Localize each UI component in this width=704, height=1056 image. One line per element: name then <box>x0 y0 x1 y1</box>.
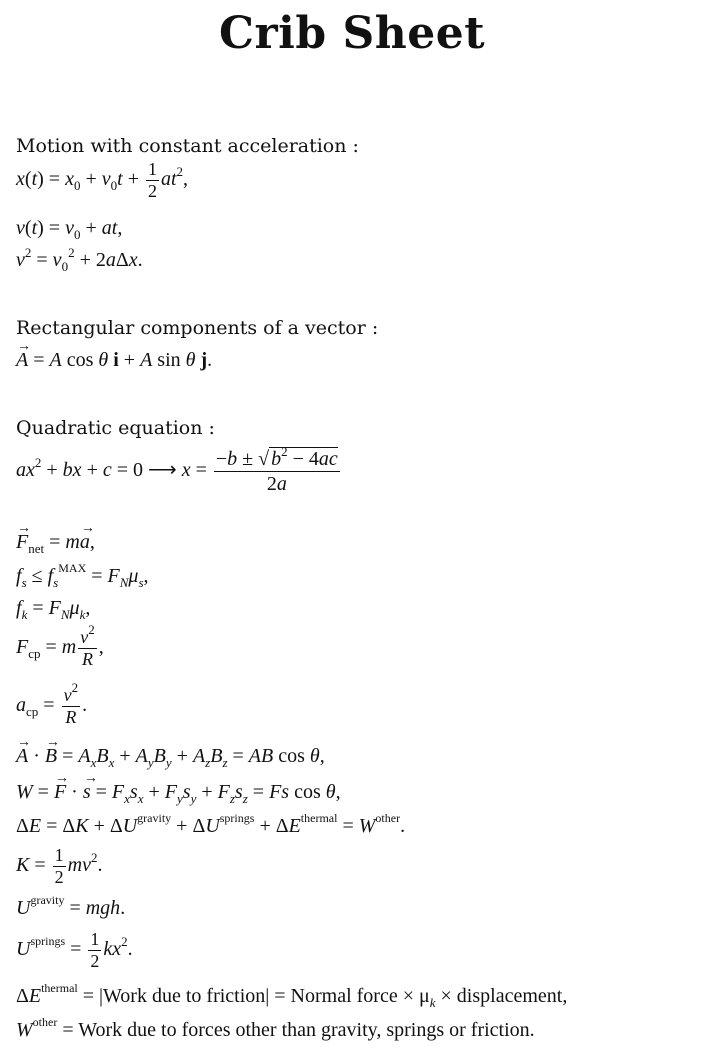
vector-heading: Rectangular components of a vector : <box>16 317 379 339</box>
other-note: = Work due to forces other than gravity, springs or friction. <box>62 1019 535 1041</box>
equation-kinetic-energy: K = $\frac{1}{2}$ $mv^2$. <box>16 845 103 887</box>
equation-centripetal-force: $F_{cp} = m$ $\frac{v^2}{R}$ , <box>16 622 104 669</box>
superscript-gravity: gravity <box>137 811 172 825</box>
equation-dot-product: → A · → $B = A_xB_x + A_yB_y + A_zB_z$ = AB cos θ, <box>16 744 325 768</box>
equation-other-work: $W^{other}$ = Work due to forces other than gravity, springs or friction. <box>16 1015 535 1041</box>
equation-thermal-energy: $\Delta E^{thermal}$ = |Work due to friction| = Normal force × $\mu_k$ × displacement, <box>16 981 568 1010</box>
superscript-gravity-2: gravity <box>30 893 65 907</box>
equation-position: $x(t) = x_0 + v_0t$ + $\frac{1}{2}$ $at^2$, <box>16 159 189 201</box>
equation-static-friction: $f_s \le f_s^{MAX} = F_N\mu_s$, <box>16 561 149 590</box>
quadratic-heading: Quadratic equation : <box>16 417 215 439</box>
subscript-cp-accel: cp <box>26 704 39 720</box>
equation-kinetic-friction: $f_k = F_N\mu_k$, <box>16 597 91 622</box>
friction-note: = |Work due to friction| = Normal force × μ <box>82 985 430 1007</box>
displacement-text: × displacement, <box>440 985 568 1007</box>
superscript-max: MAX <box>58 561 87 575</box>
superscript-thermal: thermal <box>300 811 338 825</box>
superscript-other-2: other <box>32 1015 58 1029</box>
superscript-other: other <box>375 811 401 825</box>
motion-heading: Motion with constant acceleration : <box>16 135 359 157</box>
superscript-springs-2: springs <box>30 934 66 949</box>
page-title: Crib Sheet <box>218 8 486 59</box>
equation-velocity: $v(t) = v_0$ + at, <box>16 217 123 242</box>
superscript-springs: springs <box>219 811 255 825</box>
equation-newton-second-law: → $F_{net} = m\to a$, <box>16 530 95 554</box>
equation-energy-conservation: $\Delta E = \Delta K + \Delta U^{gravity} + \Delta U^{springs} + \Delta E^{thermal} = W^{other}$. <box>16 811 406 837</box>
subscript-net: net <box>28 541 45 556</box>
equation-quadratic: $ax^2$ + bx + c = 0 ⟶ x = $\frac{-b \pm √ b^2 - 4ac}{2a}$ <box>16 444 338 495</box>
superscript-thermal-2: thermal <box>41 981 78 995</box>
equation-vector-components: → A = A cos θ i + A sin θ j. <box>16 348 212 372</box>
equation-work: W = → F · → $s = F_xs_x + F_ys_y + F_zs_z = Fs$ cos θ, <box>16 780 341 804</box>
equation-velocity-squared: $v^2 = v_0^2 + 2a\Delta x$. <box>16 245 143 274</box>
subscript-cp-force: cp <box>28 646 41 662</box>
equation-spring-potential: $U^{springs}$ = $\frac{1}{2}$ $kx^2$. <box>16 929 133 971</box>
equation-centripetal-acceleration: $a_{cp}$ = $\frac{v^2}{R}$ . <box>16 680 88 727</box>
equation-gravity-potential: $U^{gravity}$ = mgh. <box>16 893 126 919</box>
